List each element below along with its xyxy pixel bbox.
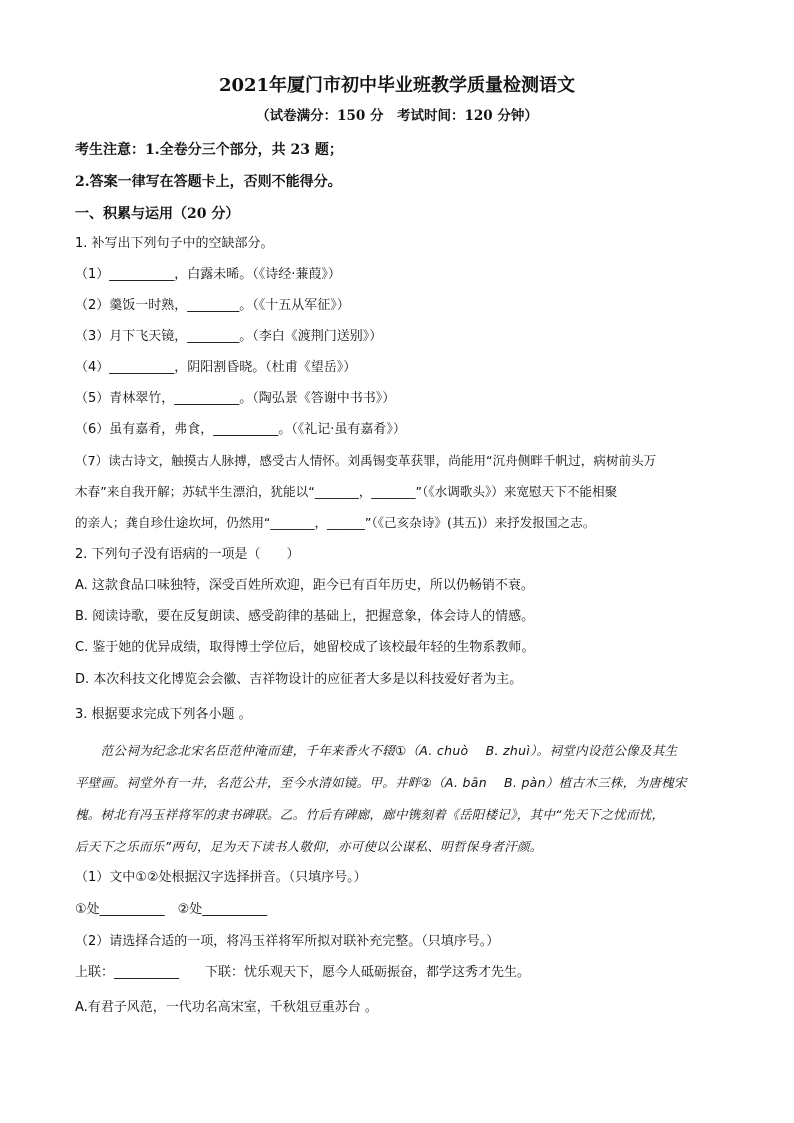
notice-line-1: 考生注意：1.全卷分三个部分，共 23 题； — [75, 142, 343, 158]
q2-option-c: C. 鉴于她的优异成绩，取得博士学位后，她留校成了该校最年轻的生物系教师。 — [75, 640, 535, 655]
q3-sub1: （1）文中①②处根据汉字选择拼音。（只填序号。） — [75, 870, 367, 885]
q1-item: （5）青林翠竹，__________。（陶弘景《答谢中书书》） — [75, 391, 396, 406]
q1-item: （2）羹饭一时熟，________。（《十五从军征》） — [75, 298, 350, 313]
q1-item: （3）月下飞天镜，________。（李白《渡荆门送别》） — [75, 329, 383, 344]
notice-line-2: 2.答案一律写在答题卡上，否则不能得分。 — [75, 174, 342, 190]
q3-sub2: （2）请选择合适的一项，将冯玉祥将军所拟对联补充完整。（只填序号。） — [75, 934, 500, 949]
q1-item: （4）__________，阴阳割昏晓。（杜甫《望岳》） — [75, 360, 357, 375]
q1-item7-line-2: 木春”来自我开解；苏轼半生漂泊，犹能以“_______，_______”（《水调歌头》）来宽慰天下不能相聚 — [75, 484, 618, 499]
q3-couplet: 上联：__________ 下联：忧乐观天下，愿今人砥砺振奋，都学这秀才先生。 — [75, 965, 531, 980]
q2-option-b: B. 阅读诗歌，要在反复朗读、感受韵律的基础上，把握意象，体会诗人的情感。 — [75, 609, 535, 624]
q1-item: （6）虽有嘉肴，弗食，__________。（《礼记·虽有嘉肴》） — [75, 422, 406, 437]
q3-stem: 3. 根据要求完成下列各小题 。 — [75, 707, 252, 722]
q3-passage-line-2: 平壁画。祠堂外有一井，名范公井，至今水清如镜。甲。井畔②（A. bān B. pàn）植古木三株，为唐槐宋 — [75, 775, 687, 790]
q1-stem: 1. 补写出下列句子中的空缺部分。 — [75, 236, 274, 251]
q1-item7-line-1: （7）读古诗文，触摸古人脉搏，感受古人情怀。刘禹锡变革获罪，尚能用“沉舟侧畔千帆过，病树前头万 — [75, 453, 657, 468]
q3-option-a: A.有君子风范，一代功名高宋室，千秋俎豆重苏台 。 — [75, 1000, 378, 1015]
exam-title: 2021年厦门市初中毕业班教学质量检测语文 — [218, 75, 576, 96]
section-heading: 一、积累与运用（20 分） — [75, 206, 240, 222]
q3-passage-line-4: 后天下之乐而乐”两句，足为天下读书人敬仰，亦可使以公谋私、明哲保身者汗颜。 — [75, 839, 543, 854]
q3-passage-line-1: 范公祠为纪念北宋名臣范仲淹而建，千年来香火不辍①（A. chuò B. zhuì）。祠堂内设范公像及其生 — [75, 743, 678, 758]
q2-option-d: D. 本次科技文化博览会会徽、吉祥物设计的应征者大多是以科技爱好者为主。 — [75, 672, 523, 687]
q3-sub1-answer: ①处__________ ②处__________ — [75, 902, 268, 917]
q2-option-a: A. 这款食品口味独特，深受百姓所欢迎，距今已有百年历史，所以仍畅销不衰。 — [75, 578, 534, 593]
exam-subtitle: （试卷满分：150 分 考试时间：120 分钟） — [256, 108, 538, 124]
q1-item: （1）__________，白露未晞。（《诗经·蒹葭》） — [75, 267, 341, 282]
q3-passage-line-3: 槐。树北有冯玉祥将军的隶书碑联。乙。竹后有碑廊，廊中镌刻着《岳阳楼记》，其中“先天下之忧而忧， — [75, 807, 665, 822]
q1-item7-line-3: 的亲人；龚自珍仕途坎坷，仍然用“_______，______”（《己亥杂诗》(其五)）来抒发报国之志。 — [75, 515, 596, 530]
q2-stem: 2. 下列句子没有语病的一项是（ ） — [75, 547, 300, 562]
